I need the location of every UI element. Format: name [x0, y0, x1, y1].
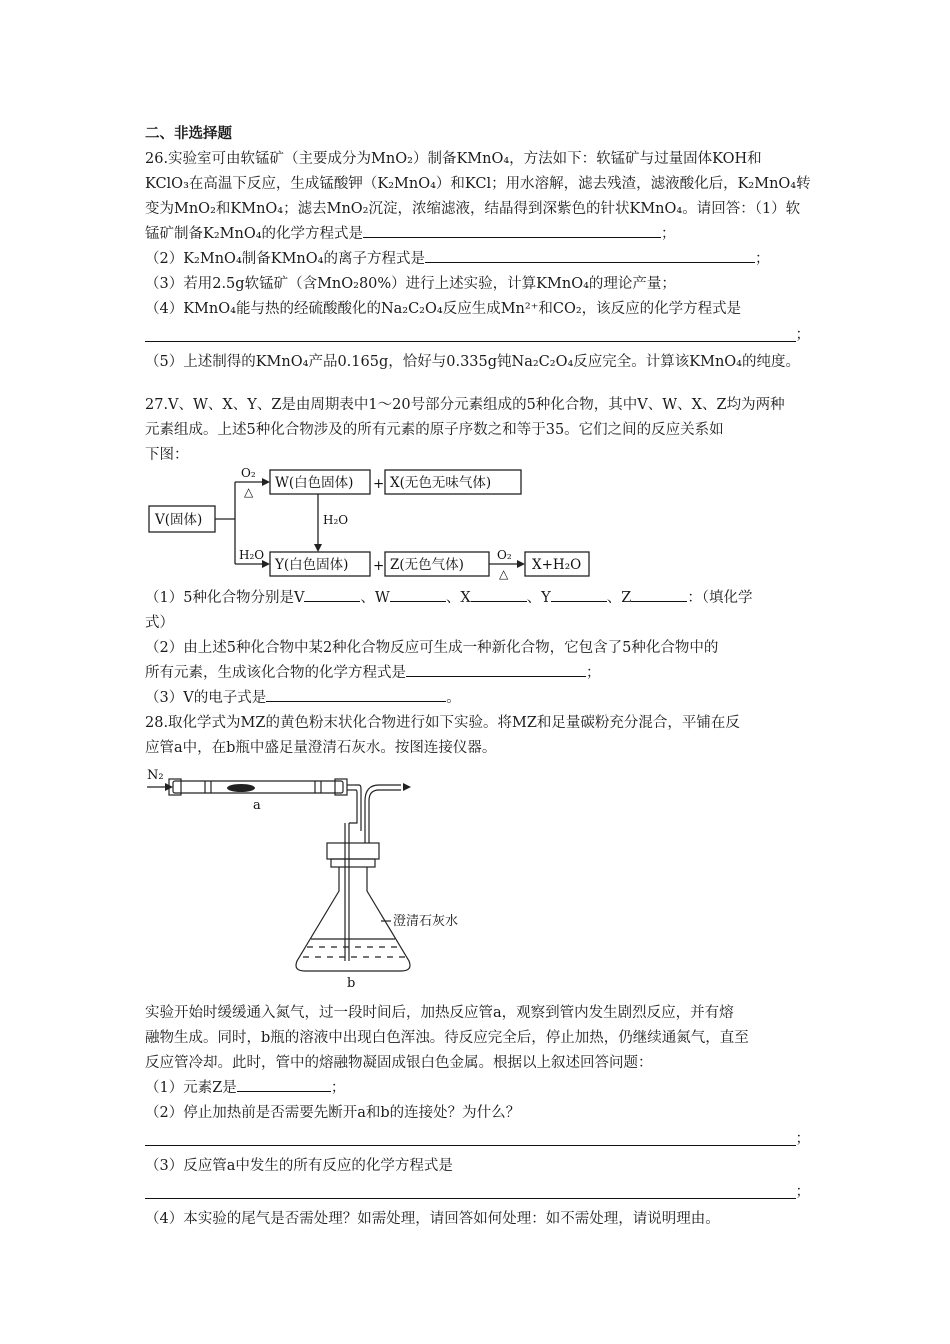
q26-line-3: 变为MnO₂和KMnO₄；滤去MnO₂沉淀，浓缩滤液，结晶得到深紫色的针状KMnO₄。请回答：（1）软: [145, 201, 801, 217]
q26-answer-line-4[interactable]: [145, 322, 810, 350]
cond-h2o-middle: H₂O: [323, 513, 349, 527]
q28-text-2: 融物生成。同时，b瓶的溶液中出现白色浑浊。待反应完全后，停止加热，仍继续通氮气，直至: [145, 1030, 749, 1046]
label-z: Z(无色气体): [390, 557, 464, 573]
q26-line-1: 26.实验室可由软锰矿（主要成分为MnO₂）制备KMnO₄，方法如下：软锰矿与过量固体KOH和: [145, 151, 762, 167]
reaction-diagram: [147, 466, 607, 584]
q26-answer-blank-2[interactable]: [425, 248, 755, 263]
q26-part-4-end: ；: [795, 327, 810, 343]
q28-part-3: （3）反应管a中发生的所有反应的化学方程式是: [145, 1158, 453, 1174]
q28-part-2: （2）停止加热前是否需要先断开a和b的连接处？为什么？: [145, 1105, 521, 1121]
label-b: b: [347, 976, 356, 991]
q27-line-1: 27.V、W、X、Y、Z是由周期表中1～20号部分元素组成的5种化合物，其中V、W、X、Z均为两种: [145, 397, 785, 413]
arrow-to-product: [517, 560, 525, 568]
label-v: V(固体): [155, 512, 203, 528]
q28-answer-line-3[interactable]: [145, 1179, 810, 1207]
label-y: Y(白色固体): [275, 557, 349, 573]
q27-part-1-cont: 式）: [145, 615, 174, 631]
label-n2: N₂: [147, 768, 164, 783]
q28-answer-line-2[interactable]: [145, 1126, 810, 1154]
q28-part-2-end: ；: [795, 1131, 810, 1147]
q27-part-1-w: 、W: [360, 590, 390, 606]
cond-delta-right: △: [499, 567, 509, 581]
label-x: X(无色无味气体): [390, 475, 492, 491]
q26-line-4: [145, 222, 810, 247]
q27-part-2-end: ；: [586, 665, 601, 681]
answer-y[interactable]: [551, 587, 607, 602]
q27-part-1-z: 、Z: [606, 590, 632, 606]
q26-line-4-text: 锰矿制备K₂MnO₄的化学方程式是: [145, 226, 364, 242]
label-a: a: [253, 798, 261, 813]
q28-part-4: （4）本实验的尾气是否需处理？如需处理，请回答如何处理：如不需处理，请说明理由。: [145, 1211, 720, 1227]
cond-o2-top: O₂: [241, 466, 256, 480]
q27-part-1-y: 、Y: [526, 590, 551, 606]
q27-part-1-x: 、X: [445, 590, 471, 606]
answer-z[interactable]: [631, 587, 687, 602]
exam-page: [145, 122, 810, 1232]
q27-part-2-text: 所有元素，生成该化合物的化学方程式是: [145, 665, 406, 681]
q28-answer-z[interactable]: [237, 1077, 331, 1092]
cond-o2-right: O₂: [497, 548, 512, 562]
q27-answer-equation[interactable]: [406, 662, 586, 677]
q28-line-2: 应管a中，在b瓶中盛足量澄清石灰水。按图连接仪器。: [145, 740, 497, 756]
q27-line-3: 下图：: [145, 447, 189, 463]
q26-part-5: （5）上述制得的KMnO₄产品0.165g，恰好与0.335g钝Na₂C₂O₄反应完全。计算该KMnO₄的纯度。: [145, 354, 800, 370]
q28-text-1: 实验开始时缓缓通入氮气，过一段时间后，加热反应管a，观察到管内发生剧烈反应，并有熔: [145, 1005, 734, 1021]
answer-x[interactable]: [471, 587, 527, 602]
q27-part-1-end: ：（填化学: [687, 590, 753, 606]
q28-line-1: 28.取化学式为MZ的黄色粉末状化合物进行如下实验。将MZ和足量碳粉充分混合，平铺在反: [145, 715, 740, 731]
q26-part-4: （4）KMnO₄能与热的经硫酸酸化的Na₂C₂O₄反应生成Mn²⁺和CO₂，该反应的化学方程式是: [145, 301, 742, 317]
cond-h2o-bottom: H₂O: [239, 548, 265, 562]
q27-part-3-end: 。: [446, 690, 461, 706]
cond-delta-top: △: [244, 485, 254, 499]
q28-part-1-end: ；: [330, 1080, 346, 1096]
q28-part-3-end: ；: [795, 1184, 810, 1200]
q26-part-2: [145, 247, 810, 272]
stopper: [327, 843, 379, 859]
q27-answer-electron[interactable]: [266, 687, 446, 702]
answer-v[interactable]: [304, 587, 360, 602]
reaction-tube-a: [173, 781, 343, 793]
q27-part-3: [145, 686, 810, 711]
q28-part-1-text: （1）元素Z是: [145, 1080, 237, 1096]
q26-part-3: （3）若用2.5g软锰矿（含MnO₂80%）进行上述实验，计算KMnO₄的理论产量；: [145, 276, 676, 292]
answer-w[interactable]: [390, 587, 446, 602]
powder-sample: [227, 784, 255, 792]
q26-line-4-end: ；: [661, 226, 676, 242]
apparatus-diagram: [145, 761, 459, 993]
label-w: W(白色固体): [275, 475, 354, 491]
plus-1: +: [373, 476, 385, 492]
outlet-arrow: [403, 783, 411, 791]
q26-line-2: KClO₃在高温下反应，生成锰酸钾（K₂MnO₄）和KCl；用水溶解，滤去残渣，滤液酸化后，K₂MnO₄转: [145, 176, 811, 192]
q27-part-2-b: [145, 661, 810, 686]
q27-part-1: [145, 586, 810, 611]
q27-part-2-a: （2）由上述5种化合物中某2种化合物反应可生成一种新化合物，它包含了5种化合物中的: [145, 640, 719, 656]
arrow-to-w: [262, 478, 270, 486]
label-product: X+H₂O: [532, 557, 582, 573]
q27-line-2: 元素组成。上述5种化合物涉及的所有元素的原子序数之和等于35。它们之间的反应关系如: [145, 422, 724, 438]
q26-answer-blank-1[interactable]: [363, 223, 661, 238]
q26-part-2-end: ；: [754, 251, 770, 267]
q27-part-3-text: （3）V的电子式是: [145, 690, 267, 706]
q28-text-3: 反应管冷却。此时，管中的熔融物凝固成银白色金属。根据以上叙述回答问题：: [145, 1055, 653, 1071]
section-title: 二、非选择题: [145, 126, 232, 142]
label-limewater: 澄清石灰水: [393, 914, 459, 929]
q26-part-2-text: （2）K₂MnO₄制备KMnO₄的离子方程式是: [145, 251, 425, 267]
q28-part-1: [145, 1076, 810, 1101]
q27-part-1-v: （1）5种化合物分别是V: [145, 590, 305, 606]
arrow-w-to-y: [314, 544, 322, 552]
plus-2: +: [373, 558, 385, 574]
